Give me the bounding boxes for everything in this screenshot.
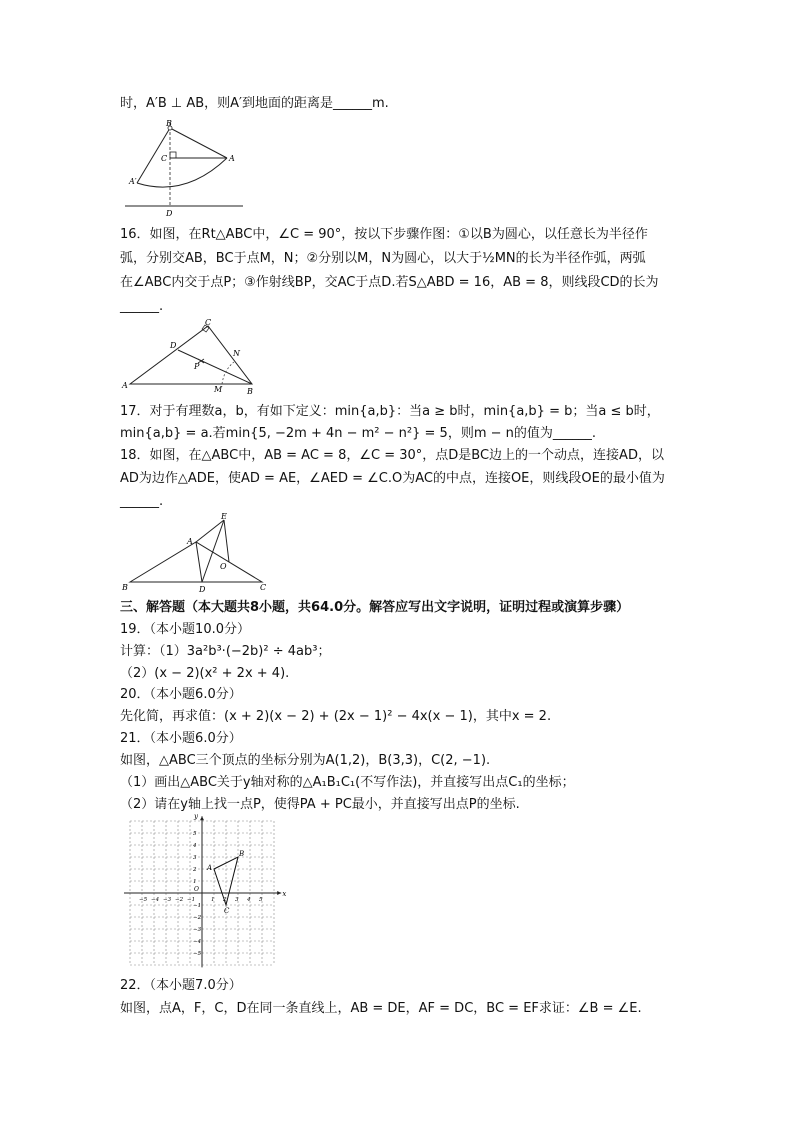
q17-line-2: min{a,b} = a.若min{5, −2m + 4n − m² − n²} = 5，则m − n的值为______.	[120, 426, 597, 441]
fig16-label-A: A	[122, 381, 128, 390]
y-tick-label: −1	[193, 903, 202, 909]
y-tick-label: 3	[193, 855, 197, 861]
point-A-label: A	[207, 864, 213, 872]
q16-line-3: 在∠ABC内交于点P；③作射线BP，交AC于点D.若S△ABD = 16，AB = 8，则线段CD的长为	[120, 275, 659, 290]
q21-line-2: （1）画出△ABC关于y轴对称的△A₁B₁C₁(不写作法)，并直接写出点C₁的坐标；	[120, 775, 575, 790]
q19-heading: 19．（本小题10.0分）	[120, 622, 250, 637]
q21-line-1: 如图，△ABC三个顶点的坐标分别为A(1,2)，B(3,3)，C(2, −1).	[120, 753, 491, 768]
q19-line-2: （2）(x − 2)(x² + 2x + 4).	[120, 666, 290, 681]
y-tick-label: −2	[193, 915, 202, 921]
figure-15-diagram	[125, 118, 255, 218]
y-tick-label: 5	[193, 831, 197, 837]
section-3-heading: 三、解答题（本大题共8小题，共64.0分。解答应写出文字说明，证明过程或演算步骤）	[120, 600, 630, 615]
x-tick-label: −4	[151, 897, 160, 903]
origin-label: O	[194, 886, 199, 893]
y-tick-label: 1	[193, 879, 197, 885]
fig15-label-D: D	[166, 209, 173, 218]
y-tick-label: −5	[193, 951, 202, 957]
x-axis-label: x	[282, 890, 287, 898]
point-C-label: C	[224, 907, 230, 915]
fig18-label-C: C	[260, 583, 267, 592]
q16-line-2: 弧，分别交AB，BC于点M，N；②分别以M，N为圆心，以大于½MN的长为半径作弧，两弧	[120, 251, 646, 266]
q16-line-4: ______.	[120, 299, 164, 314]
y-axis-arrow	[200, 816, 204, 820]
q16-line-1: 16．如图，在Rt△ABC中，∠C = 90°，按以下步骤作图：①以B为圆心，以任意长为半径作	[120, 227, 648, 242]
y-axis-label: y	[194, 812, 198, 821]
q15-tail-text: 时，A′B ⊥ AB，则A′到地面的距离是______m.	[120, 96, 389, 111]
fig16-label-N: N	[233, 349, 240, 358]
y-tick-label: 2	[193, 867, 197, 873]
x-tick-label: 5	[259, 897, 263, 903]
fig18-label-E: E	[221, 512, 227, 521]
fig16-label-C: C	[205, 318, 212, 327]
x-tick-label: 1	[211, 897, 215, 903]
x-tick-label: −5	[139, 897, 148, 903]
figure-16-diagram	[120, 318, 270, 398]
x-axis-arrow	[277, 891, 281, 895]
fig18-label-D: D	[199, 585, 206, 594]
grid-tick-labels	[139, 831, 263, 957]
q18-line-1: 18．如图，在△ABC中，AB = AC = 8，∠C = 30°，点D是BC边上的一个动点，连接AD，以	[120, 448, 664, 463]
q18-line-2: AD为边作△ADE，使AD = AE，∠AED = ∠C.O为AC的中点，连接OE，则线段OE的最小值为	[120, 471, 665, 486]
y-tick-label: 4	[193, 843, 197, 849]
q20-heading: 20．（本小题6.0分）	[120, 687, 242, 702]
fig18-label-B: B	[122, 583, 128, 592]
q22-heading: 22．（本小题7.0分）	[120, 978, 242, 993]
x-tick-label: 4	[247, 897, 251, 903]
q18-line-3: ______.	[120, 494, 164, 509]
q21-line-3: （2）请在y轴上找一点P，使得PA + PC最小，并直接写出点P的坐标.	[120, 797, 520, 812]
fig15-label-A: A	[229, 154, 235, 163]
fig18-label-O: O	[220, 562, 227, 571]
y-tick-label: −3	[193, 927, 202, 933]
figure-18-diagram	[120, 512, 280, 596]
q22-line-1: 如图，点A，F，C，D在同一条直线上，AB = DE，AF = DC，BC = EF求证：∠B = ∠E.	[120, 1001, 642, 1016]
x-tick-label: 3	[235, 897, 239, 903]
fig15-label-C: C	[161, 154, 168, 163]
fig16-label-D: D	[170, 341, 177, 350]
x-tick-label: −3	[163, 897, 172, 903]
point-B-label: B	[239, 850, 245, 858]
x-tick-label: −1	[187, 897, 196, 903]
y-tick-label: −4	[193, 939, 202, 945]
x-tick-label: −2	[175, 897, 184, 903]
fig16-label-P: P	[194, 362, 200, 371]
q20-line-1: 先化简，再求值：(x + 2)(x − 2) + (2x − 1)² − 4x(x − 1)，其中x = 2.	[120, 709, 552, 724]
fig15-label-B: B	[166, 119, 172, 128]
q17-line-1: 17．对于有理数a，b，有如下定义：min{a,b}：当a ≥ b时，min{a,b} = b；当a ≤ b时，	[120, 404, 660, 419]
q21-heading: 21．（本小题6.0分）	[120, 731, 242, 746]
q19-line-1: 计算：（1）3a²b³·(−2b)² ÷ 4ab³；	[120, 644, 331, 659]
x-tick-label: 2	[223, 897, 227, 903]
figure-21-coordinate-grid	[122, 812, 287, 966]
fig16-label-B: B	[247, 387, 253, 396]
fig18-label-A: A	[187, 537, 193, 546]
fig15-label-A-prime: A′	[129, 177, 137, 186]
fig16-label-M: M	[214, 385, 223, 394]
